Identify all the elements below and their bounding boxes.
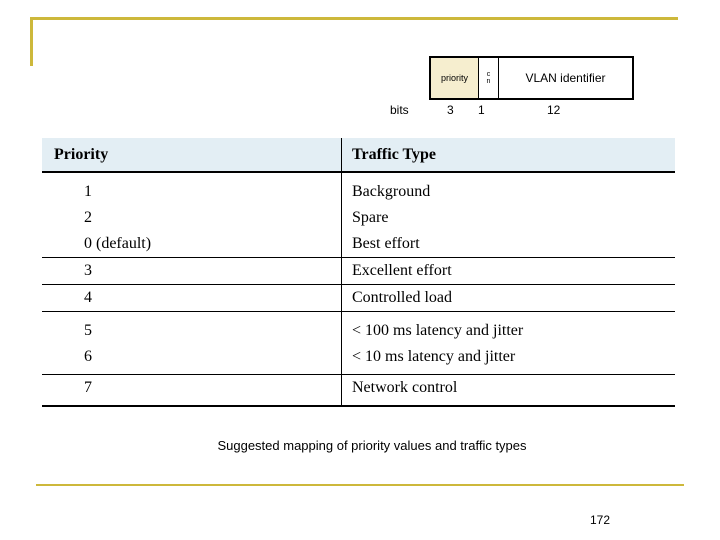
table-row	[42, 375, 675, 407]
decorative-left-rule	[30, 17, 33, 66]
table-header-row	[42, 138, 675, 172]
priority-cell: 3	[42, 258, 342, 285]
priority-cell: 1	[84, 183, 92, 200]
traffic-type-cell: Excellent effort	[342, 258, 676, 285]
table-row	[42, 312, 675, 345]
priority-field	[431, 58, 479, 98]
table-row	[42, 258, 675, 285]
vlan-identifier-field	[499, 58, 632, 98]
table-row	[42, 231, 675, 258]
priority-bit-count: 3	[447, 103, 454, 117]
priority-cell: 2	[84, 209, 92, 226]
cfi-bit-count: 1	[478, 103, 485, 117]
cfi-field	[479, 58, 499, 98]
vlan-tag-frame-diagram	[429, 56, 634, 100]
header-priority: Priority	[42, 138, 342, 172]
traffic-type-cell: Spare	[342, 205, 676, 231]
traffic-type-cell: Network control	[342, 375, 676, 407]
cfi-field-label-bottom: n	[486, 78, 491, 85]
table-caption: Suggested mapping of priority values and traffic types	[217, 438, 527, 453]
traffic-type-cell: Best effort	[342, 231, 676, 258]
cfi-field-label-top: c	[486, 71, 491, 78]
traffic-type-cell: < 100 ms latency and jitter	[342, 312, 676, 345]
priority-cell: 4	[42, 285, 342, 312]
table-row	[42, 285, 675, 312]
priority-cell: 6	[42, 344, 342, 375]
vlan-identifier-label: VLAN identifier	[525, 71, 606, 85]
header-traffic-type: Traffic Type	[342, 138, 676, 172]
priority-field-label: priority	[440, 73, 468, 83]
decorative-bottom-rule	[36, 484, 684, 486]
priority-traffic-table	[42, 138, 675, 407]
traffic-type-cell: Background	[342, 172, 676, 205]
priority-cell: 0 (default)	[42, 231, 342, 258]
priority-cell: 5	[84, 322, 92, 339]
traffic-type-cell: Controlled load	[342, 285, 676, 312]
decorative-top-rule	[30, 17, 678, 20]
table-row	[42, 205, 675, 231]
table-row	[42, 344, 675, 375]
bits-label: bits	[390, 103, 409, 117]
page-number: 172	[590, 513, 611, 527]
traffic-type-cell: < 10 ms latency and jitter	[342, 344, 676, 375]
priority-cell: 7	[42, 375, 342, 407]
table-row	[42, 172, 675, 205]
vlan-bit-count: 12	[547, 103, 561, 117]
